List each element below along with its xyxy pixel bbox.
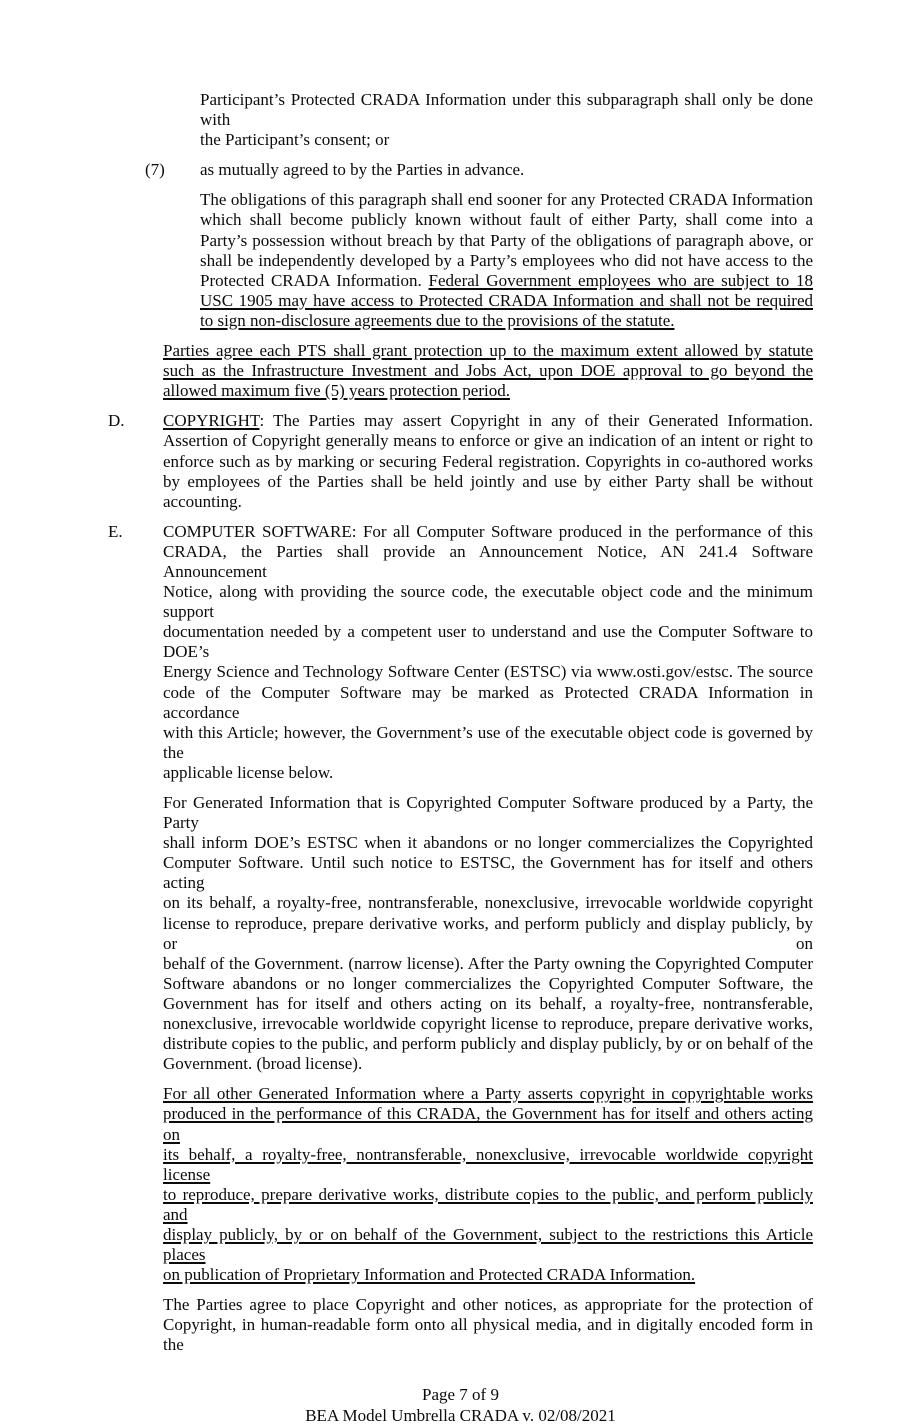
text-line (163, 723, 813, 763)
text-line (163, 411, 813, 431)
text-segment: Copyright, in human-readable form onto all physical media, and in digitally encoded form in the (163, 1315, 813, 1355)
text-segment: Federal Government employees who are subject to 18 (428, 270, 814, 290)
text-segment: to sign non-disclosure agreements due to the provisions of the statute. (200, 310, 675, 330)
text-segment: by employees of the Parties shall be held jointly and use by either Party shall be without (163, 471, 813, 491)
text-segment: applicable license below. (163, 762, 334, 782)
text-segment: For all other Generated Information where a Party asserts copyright in copyrightable works (163, 1084, 813, 1104)
text-line (163, 662, 813, 682)
text-segment: shall be independently developed by a Party’s employees who did not have access to the (200, 250, 813, 270)
text-line (163, 833, 813, 853)
text-line (163, 1054, 813, 1074)
text-segment: documentation needed by a competent user to understand and use the Computer Software to DOE’s (163, 622, 813, 662)
text-line (163, 472, 813, 492)
text-segment: Assertion of Copyright generally means to enforce or give an indication of an intent or right to (163, 431, 813, 451)
text-segment: on its behalf, a royalty-free, nontransferable, nonexclusive, irrevocable worldwide copyright (163, 893, 813, 913)
item-marker: (7) (145, 160, 165, 180)
section-label: D. (108, 411, 125, 431)
text-segment: COMPUTER SOFTWARE: For all Computer Software produced in the performance of this (163, 521, 813, 541)
text-line (200, 160, 813, 180)
text-segment: license to reproduce, prepare derivative works, and perform publicly and display publicly, by or on (163, 913, 813, 953)
text-segment: allowed maximum five (5) years protection period. (163, 381, 510, 401)
text-line (200, 311, 813, 331)
text-line (163, 492, 813, 512)
text-line (163, 994, 813, 1014)
text-segment: Participant’s Protected CRADA Information under this subparagraph shall only be done with (200, 90, 813, 130)
text-segment: on publication of Proprietary Information and Protected CRADA Information. (163, 1265, 696, 1285)
text-segment: produced in the performance of this CRADA, the Government has for itself and others acting on (163, 1104, 813, 1144)
text-segment: For Generated Information that is Copyrighted Computer Software produced by a Party, the Party (163, 793, 813, 833)
text-segment: USC 1905 may have access to Protected CRADA Information and shall not be required (200, 290, 813, 310)
text-line (163, 1265, 813, 1285)
text-segment: display publicly, by or on behalf of the Government, subject to the restrictions this Article places (163, 1224, 813, 1265)
text-segment: nonexclusive, irrevocable worldwide copyright license to reproduce, prepare derivative works, (163, 1014, 813, 1034)
para-obligations-end-sooner (200, 190, 813, 331)
text-segment: Protected CRADA Information. (200, 270, 429, 290)
text-segment: The Parties agree to place Copyright and other notices, as appropriate for the protection of (163, 1295, 813, 1315)
text-line (163, 431, 813, 451)
text-line (163, 361, 813, 381)
text-segment: the Participant’s consent; or (200, 130, 390, 150)
section-label: E. (108, 521, 123, 541)
text-segment: Notice, along with providing the source code, the executable object code and the minimum support (163, 582, 813, 622)
text-line (163, 853, 813, 893)
text-line (200, 231, 813, 251)
text-line (200, 130, 813, 150)
text-segment: to reproduce, prepare derivative works, distribute copies to the public, and perform publicly and (163, 1184, 813, 1224)
text-line (163, 1145, 813, 1185)
text-line (163, 1104, 813, 1144)
text-segment: its behalf, a royalty-free, nontransferable, nonexclusive, irrevocable worldwide copyright license (163, 1144, 813, 1184)
text-line (163, 1225, 813, 1265)
text-line (163, 914, 813, 954)
text-segment: Party’s possession without breach by that Party of the obligations of paragraph above, or (200, 230, 813, 250)
text-line (163, 793, 813, 833)
section-e-computer-software (108, 521, 813, 783)
text-line (163, 763, 813, 783)
text-segment: enforce such as by marking or securing Federal registration. Copyrights in co-authored works (163, 451, 813, 471)
text-segment: The obligations of this paragraph shall end sooner for any Protected CRADA Information (200, 190, 813, 210)
text-segment: code of the Computer Software may be marked as Protected CRADA Information in accordance (163, 682, 813, 722)
text-segment: : The Parties may assert Copyright in any of their Generated Information. (259, 411, 813, 431)
para-copyright-notices (163, 1295, 813, 1355)
text-segment: Computer Software. Until such notice to ESTSC, the Government has for itself and others acting (163, 853, 813, 893)
text-segment: with this Article; however, the Government’s use of the executable object code is governed by the (163, 722, 813, 762)
text-line (200, 251, 813, 271)
text-line (200, 291, 813, 311)
footer-doc-version: BEA Model Umbrella CRADA v. 02/08/2021 (305, 1405, 616, 1425)
text-line (163, 954, 813, 974)
text-line (163, 452, 813, 472)
text-line (163, 381, 813, 401)
para-pts-protection-period (163, 341, 813, 401)
text-line (200, 271, 813, 291)
para-other-generated-information-license (163, 1084, 813, 1285)
text-segment: COPYRIGHT (163, 411, 260, 431)
text-segment: Software abandons or no longer commercializes the Copyrighted Computer Software, the (163, 973, 813, 993)
text-line (163, 683, 813, 723)
section-d-copyright (108, 411, 813, 511)
text-line (200, 90, 813, 130)
para-copyrighted-software-licenses (163, 793, 813, 1074)
text-line (163, 1084, 813, 1104)
text-line (163, 1315, 813, 1355)
text-segment: Parties agree each PTS shall grant protection up to the maximum extent allowed by statute (163, 341, 813, 361)
item-7-mutual-agreement (145, 160, 813, 180)
text-line (163, 1295, 813, 1315)
text-line (200, 210, 813, 230)
text-line (163, 1014, 813, 1034)
text-segment: which shall become publicly known without fault of either Party, shall come into a (200, 210, 813, 230)
text-line (200, 190, 813, 210)
text-segment: Government has for itself and others acting on its behalf, a royalty-free, nontransferable, (163, 993, 813, 1013)
document-body (108, 90, 813, 1356)
text-segment: Government. (broad license). (163, 1054, 363, 1074)
text-segment: as mutually agreed to by the Parties in advance. (200, 160, 525, 180)
text-line (163, 1034, 813, 1054)
text-segment: behalf of the Government. (narrow license). After the Party owning the Copyrighted Computer (163, 953, 813, 973)
text-segment: such as the Infrastructure Investment and Jobs Act, upon DOE approval to go beyond the (163, 361, 813, 381)
text-line (163, 341, 813, 361)
text-segment: CRADA, the Parties shall provide an Announcement Notice, AN 241.4 Software Announcement (163, 541, 813, 581)
text-line (163, 1185, 813, 1225)
para-participant-consent (200, 90, 813, 150)
text-line (163, 893, 813, 913)
footer-page-number: Page 7 of 9 (422, 1384, 499, 1404)
page-footer (108, 1384, 813, 1426)
text-segment: accounting. (163, 491, 242, 511)
text-line (163, 622, 813, 662)
text-segment: shall inform DOE’s ESTSC when it abandons or no longer commercializes the Copyrighted (163, 833, 813, 853)
text-line (163, 974, 813, 994)
text-line (163, 522, 813, 542)
text-segment: Energy Science and Technology Software Center (ESTSC) via www.osti.gov/estsc. The source (163, 662, 813, 682)
text-line (163, 582, 813, 622)
text-line (163, 542, 813, 582)
text-segment: distribute copies to the public, and perform publicly and display publicly, by or on behalf of the (163, 1034, 813, 1054)
